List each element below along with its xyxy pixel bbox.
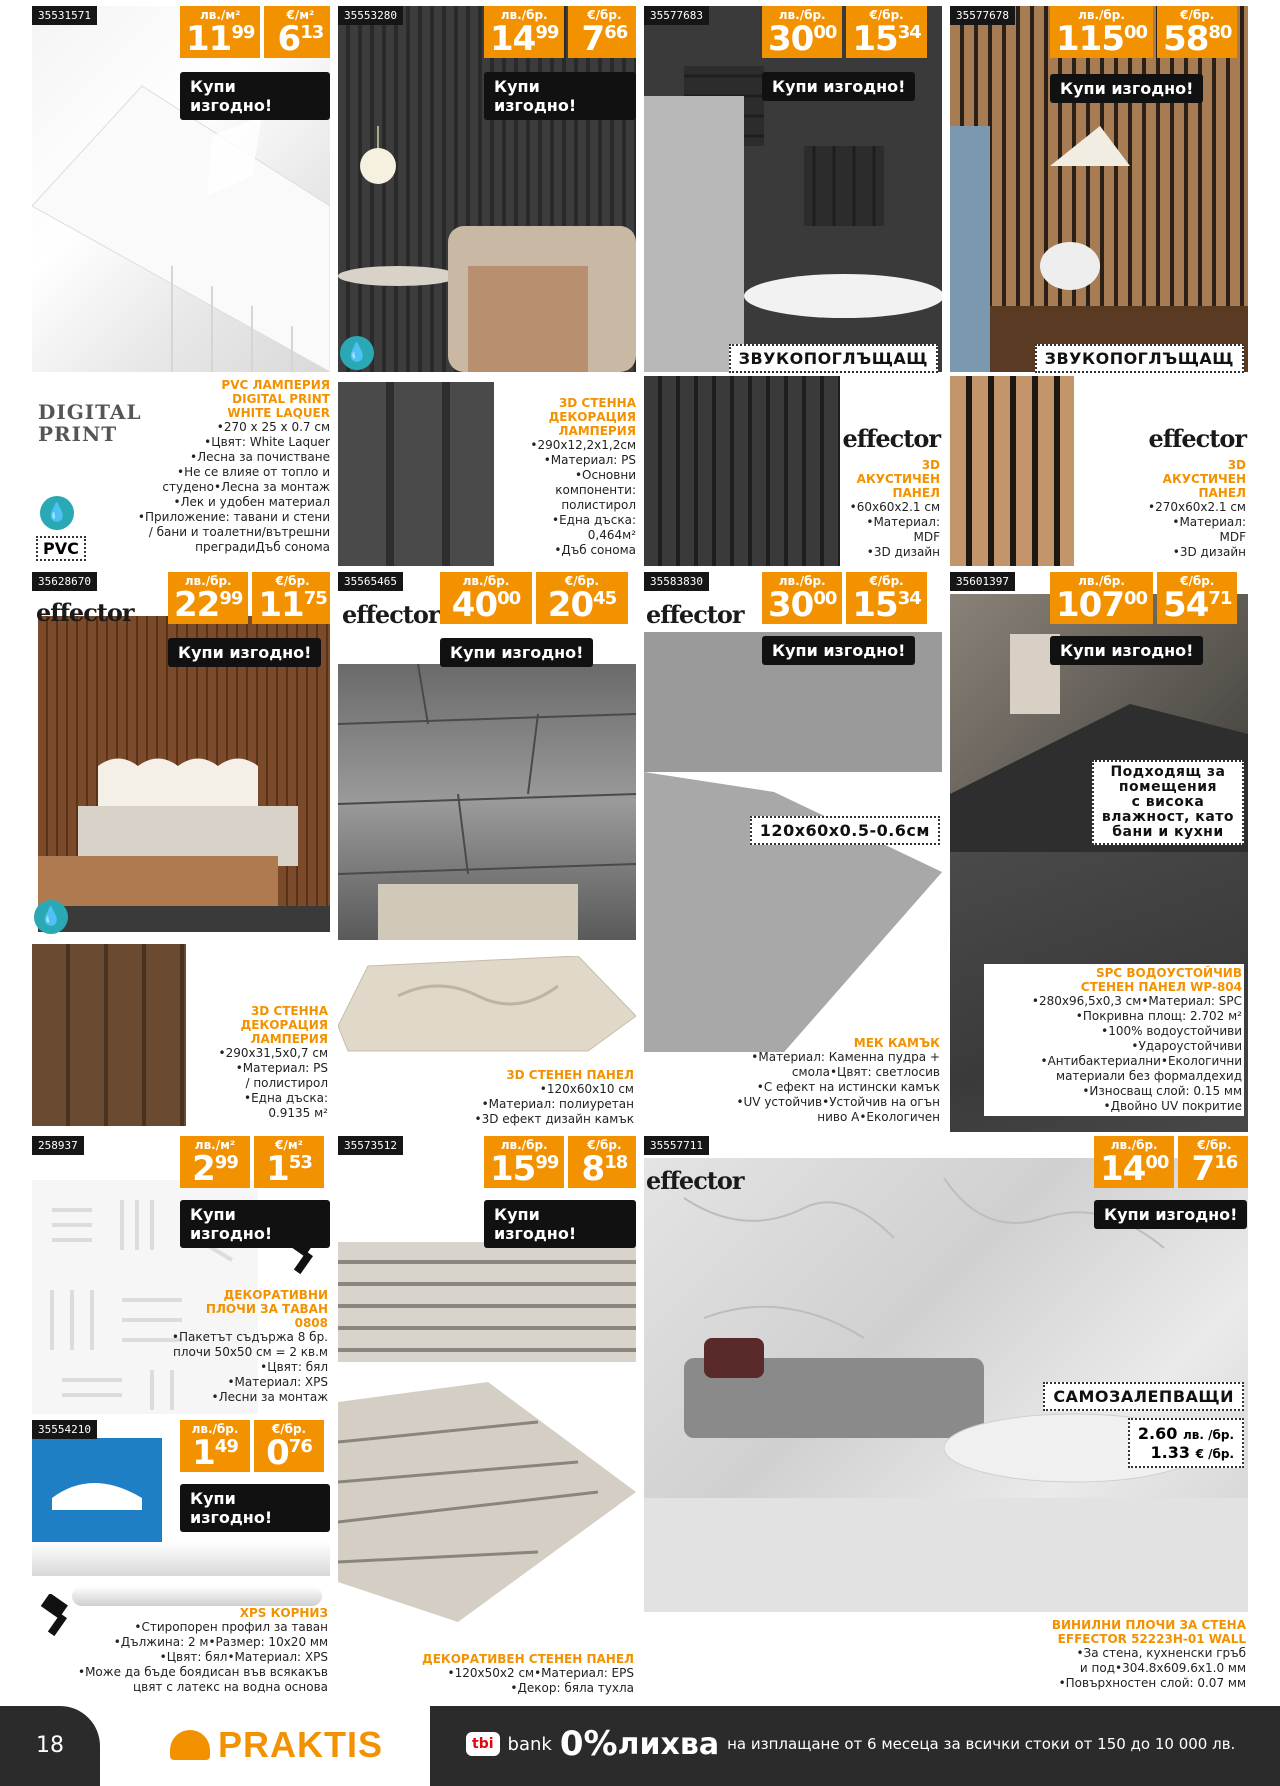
price-block	[180, 1136, 324, 1188]
price-block	[762, 6, 927, 58]
product-photo	[32, 6, 330, 372]
price-eur: €/бр. $0^{76}$	[254, 1420, 324, 1472]
product-specs: •120x50x2 см•Материал: EPS •Декор: бяла тухла	[447, 1666, 634, 1695]
room-illustration	[644, 6, 942, 372]
alt-price-bgn: 2.60	[1137, 1424, 1178, 1443]
sound-absorbing-tag: ЗВУКОПОГЛЪЩАЩ	[1035, 344, 1244, 373]
panel-sample	[338, 382, 494, 566]
sku-label: 35531571	[32, 6, 97, 25]
sku-label: 35565465	[338, 572, 403, 591]
price-eur: €/бр. $7^{16}$	[1178, 1136, 1248, 1188]
sku-label: 35557711	[644, 1136, 709, 1155]
product-card-vinyl-tiles[interactable]	[644, 1136, 1248, 1700]
product-specs: •270 x 25 x 0.7 см •Цвят: White Laquer •Лесна за почистване •Не се влияе от топло и студено•Лесна за монтаж •Лек и удобен материал •Приложение: тавани и стени / бани и тоалетни/вътрешни преградиДъб сонома	[137, 420, 330, 554]
buy-cheap-button[interactable]: Купи изгодно!	[180, 72, 330, 120]
water-resistant-icon: 💧	[340, 336, 374, 370]
product-title: 3D СТЕННА ДЕКОРАЦИЯ ЛАМПЕРИЯ	[548, 396, 636, 438]
brand-logo: effector	[342, 600, 440, 629]
product-title: МЕК КАМЪК	[853, 1036, 940, 1050]
buy-cheap-button[interactable]: Купи изгодно!	[180, 1484, 330, 1532]
product-specs: •За стена, кухненски гръб и под•304.8x609.6x1.0 мм •Повърхностен слой: 0.07 мм	[1058, 1646, 1246, 1690]
panel-illustration	[32, 6, 330, 372]
panel-sample	[950, 376, 1074, 566]
product-title: 3D АКУСТИЧЕН ПАНЕЛ	[1162, 458, 1246, 500]
water-resistant-icon: 💧	[34, 900, 68, 934]
price-bgn: лв./м² $11^{99}$	[180, 6, 260, 58]
alt-price-box: 2.60 лв. /бр. 1.33 € /бр.	[1128, 1418, 1244, 1468]
buy-cheap-button[interactable]: Купи изгодно!	[1050, 74, 1203, 103]
zero-percent: 0%	[559, 1724, 618, 1764]
price-bgn: лв./м² $2^{99}$	[180, 1136, 250, 1188]
sku-label: 35577678	[950, 6, 1015, 25]
price-bgn: лв./бр. $14^{99}$	[484, 6, 564, 58]
price-block	[440, 572, 628, 624]
cornice-sample-2	[72, 1586, 322, 1606]
bank-word: bank	[507, 1733, 552, 1755]
price-block	[180, 6, 330, 58]
product-title: 3D АКУСТИЧЕН ПАНЕЛ	[856, 458, 940, 500]
buy-cheap-button[interactable]: Купи изгодно!	[484, 1200, 636, 1248]
sku-label: 258937	[32, 1136, 84, 1155]
buy-cheap-button[interactable]: Купи изгодно!	[180, 1200, 330, 1248]
price-eur: €/бр. $15^{34}$	[846, 6, 926, 58]
brand-logo: effector	[646, 600, 744, 629]
brand-logo: effector	[36, 598, 134, 627]
sku-label: 35554210	[32, 1420, 97, 1439]
price-eur: €/бр. $58^{80}$	[1157, 6, 1237, 58]
alt-price-eur: 1.33	[1150, 1443, 1190, 1462]
product-card-xps-cornice[interactable]	[32, 1420, 330, 1700]
price-bgn: лв./бр. $14^{00}$	[1094, 1136, 1174, 1188]
sku-label: 35601397	[950, 572, 1015, 591]
price-eur: €/бр. $54^{71}$	[1157, 572, 1237, 624]
product-specs: •290x12,2x1,2см •Материал: PS •Основни компоненти: полистирол •Една дъска: 0,464м² •Дъб сонома	[530, 438, 636, 557]
profile-illustration	[32, 1438, 162, 1542]
footer-brand-area	[0, 1706, 430, 1786]
price-eur: €/м² $6^{13}$	[264, 6, 330, 58]
price-bgn: лв./бр. $107^{00}$	[1050, 572, 1153, 624]
buy-cheap-button[interactable]: Купи изгодно!	[1050, 636, 1203, 665]
price-eur: €/бр. $8^{18}$	[568, 1136, 636, 1188]
product-title: XPS КОРНИЗ	[239, 1606, 328, 1620]
buy-cheap-button[interactable]: Купи изгодно!	[762, 636, 915, 665]
price-eur: €/бр. $20^{45}$	[536, 572, 628, 624]
product-card-pvc[interactable]	[32, 6, 330, 566]
price-block	[484, 1136, 636, 1188]
brand-logo: effector	[646, 1166, 744, 1195]
product-title: SPC ВОДОУСТОЙЧИВ СТЕНЕН ПАНЕЛ WP-804	[1080, 966, 1242, 994]
product-specs: •280x96,5x0,3 см•Материал: SPC •Покривна площ: 2.702 м² •100% водоустойчиви •Удароустойчиви •Антибактериални•Екологични материали без формалдехид •Износващ слой: 0.15 мм •Двойно UV покритие	[1031, 994, 1242, 1113]
brand-logo: effector	[842, 424, 940, 453]
product-card-brick-panel[interactable]	[338, 1136, 636, 1700]
sku-label: 35577683	[644, 6, 709, 25]
product-card-3d-wall-wood[interactable]	[32, 572, 330, 1132]
brick-panel-sample	[338, 1382, 636, 1622]
product-photo	[950, 6, 1248, 372]
page-number: 18	[0, 1706, 100, 1786]
panel-sample	[32, 944, 186, 1126]
tbi-bank-promo[interactable]	[466, 1724, 1235, 1764]
product-title: 3D СТЕННА ДЕКОРАЦИЯ ЛАМПЕРИЯ	[240, 1004, 328, 1046]
buy-cheap-button[interactable]: Купи изгодно!	[168, 638, 321, 667]
product-specs: •120x60x10 см •Материал: полиуретан •3D ефект дизайн камък	[474, 1082, 634, 1126]
cornice-sample	[32, 1542, 330, 1576]
product-photo	[644, 6, 942, 372]
price-eur: €/бр. $7^{66}$	[568, 6, 636, 58]
price-bgn: лв./бр. $40^{00}$	[440, 572, 532, 624]
brand-logo: effector	[1148, 424, 1246, 453]
price-bgn: лв./бр. $22^{99}$	[168, 572, 248, 624]
room-illustration	[950, 6, 1248, 372]
price-block	[168, 572, 330, 624]
sku-label: 35553280	[338, 6, 403, 25]
stone-wall-illustration	[338, 664, 636, 940]
product-card-3d-stone-panel[interactable]	[338, 572, 636, 1132]
buy-cheap-button[interactable]: Купи изгодно!	[1094, 1200, 1247, 1229]
price-block	[484, 6, 636, 58]
price-block	[762, 572, 927, 624]
product-specs: •60x60x2.1 см •Материал: MDF •3D дизайн	[849, 500, 940, 559]
product-title: PVC ЛАМПЕРИЯ DIGITAL PRINT WHITE LAQUER	[221, 378, 330, 420]
price-bgn: лв./бр. $15^{99}$	[484, 1136, 564, 1188]
digital-print-logo: DIGITAL PRINT	[38, 400, 142, 446]
praktis-logo-icon	[170, 1730, 210, 1760]
product-specs: •Стиропорен профил за таван •Дължина: 2 м•Размер: 10х20 мм •Цвят: бял•Материал: XPS •Може да бъде боядисан във всякакъв цвят с латекс на водна основа	[77, 1620, 328, 1694]
price-eur: €/бр. $11^{75}$	[252, 572, 330, 624]
product-card-soft-stone[interactable]	[644, 572, 942, 1132]
sound-absorbing-tag: ЗВУКОПОГЛЪЩАЩ	[729, 344, 938, 373]
price-block	[180, 1420, 324, 1472]
price-bgn: лв./бр. $30^{00}$	[762, 6, 842, 58]
product-card-3d-wall[interactable]	[338, 6, 636, 566]
humidity-tag: Подходящ за помещения с висока влажност, като бани и кухни	[1092, 760, 1244, 845]
product-photo	[338, 664, 636, 940]
product-photo	[338, 6, 636, 372]
pvc-badge: PVC	[36, 536, 86, 561]
product-specs: •270x60x2.1 см •Материал: MDF •3D дизайн	[1147, 500, 1246, 559]
product-card-spc-panel[interactable]	[950, 572, 1248, 1132]
price-block	[1094, 1136, 1248, 1188]
sku-label: 35628670	[32, 572, 97, 591]
product-specs: •Материал: Каменна пудра + смола•Цвят: светлосив •С ефект на истински камък •UV устойчив•Устойчив на огън ниво А•Екологичен	[736, 1050, 940, 1124]
buy-cheap-button[interactable]: Купи изгодно!	[440, 638, 593, 667]
price-eur: €/бр. $15^{34}$	[846, 572, 926, 624]
page-footer	[0, 1706, 1280, 1786]
product-specs: •Пакетът съдържа 8 бр. плочи 50x50 см = 2 кв.м •Цвят: бял •Материал: XPS •Лесни за монтаж	[171, 1330, 328, 1404]
room-illustration	[338, 6, 636, 372]
water-resistant-icon: 💧	[40, 496, 74, 530]
price-block	[1050, 572, 1237, 624]
product-card-ceiling-tiles[interactable]	[32, 1136, 330, 1414]
product-title: 3D СТЕНЕН ПАНЕЛ	[506, 1068, 634, 1082]
price-block	[1050, 6, 1237, 58]
size-tag: 120x60x0.5-0.6см	[750, 816, 940, 845]
promo-text: на изплащане от 6 месеца за всички стоки от 150 до 10 000 лв.	[727, 1735, 1236, 1753]
price-eur: €/м² $1^{53}$	[254, 1136, 324, 1188]
product-card-acoustic-60[interactable]	[644, 6, 942, 566]
brick-wall-photo	[338, 1242, 636, 1362]
panel-sample	[338, 956, 636, 1054]
buy-cheap-button[interactable]: Купи изгодно!	[762, 72, 915, 101]
price-bgn: лв./бр. $30^{00}$	[762, 572, 842, 624]
price-bgn: лв./бр. $1^{49}$	[180, 1420, 250, 1472]
product-card-acoustic-270[interactable]	[950, 6, 1248, 566]
price-bgn: лв./бр. $115^{00}$	[1050, 6, 1153, 58]
interest-word: лихва	[617, 1726, 720, 1762]
buy-cheap-button[interactable]: Купи изгодно!	[484, 72, 636, 120]
product-title: ДЕКОРАТИВНИ ПЛОЧИ ЗА ТАВАН 0808	[205, 1288, 328, 1330]
product-specs: •290x31,5x0,7 см •Материал: PS / полистирол •Една дъска: 0.9135 м²	[218, 1046, 328, 1120]
praktis-logo: PRAKTIS	[170, 1724, 383, 1766]
stone-panel-illustration	[338, 956, 636, 1054]
product-title: ДЕКОРАТИВЕН СТЕНЕН ПАНЕЛ	[422, 1652, 634, 1666]
panel-sample	[644, 376, 840, 566]
sku-label: 35583830	[644, 572, 709, 591]
product-photo	[32, 1438, 162, 1542]
product-title: ВИНИЛНИ ПЛОЧИ ЗА СТЕНА EFFECTOR 52223H-01 WALL	[1051, 1618, 1246, 1646]
brick-panel-illustration	[338, 1382, 636, 1622]
sku-label: 35573512	[338, 1136, 403, 1155]
tbi-logo: tbi	[466, 1732, 500, 1756]
self-adhesive-tag: САМОЗАЛЕПВАЩИ	[1043, 1382, 1244, 1411]
